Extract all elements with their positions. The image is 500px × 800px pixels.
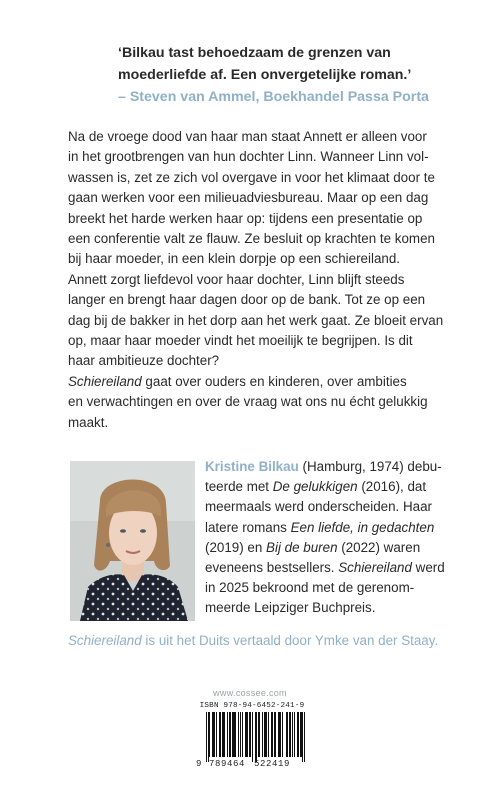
barcode-bar [297,712,298,757]
barcode-bar [290,712,291,757]
text-line: bij haar moeder, in een klein dorpje op een schiereiland. [68,251,401,267]
barcode-bar [222,712,223,757]
text-line: maakt. [68,414,109,430]
text-line: haar ambitieuze dochter? [68,353,220,369]
text-line: breekt het harde werken haar op: tijdens een presentatie op [68,210,423,226]
barcode-bar [209,712,210,757]
text-fragment: eveneens bestsellers. [205,560,339,576]
publisher-website: www.cossee.com [213,688,287,698]
barcode-bar [274,712,275,757]
book-title: Bij de buren [266,539,338,555]
barcode-bar [279,712,280,757]
barcode-bar [214,712,215,757]
text-fragment: is uit het Duits vertaald door Ymke van der Staay. [141,633,439,648]
barcode-bar [301,712,302,757]
barcode-bar [249,712,250,757]
barcode-bar [286,712,287,757]
review-quote [118,42,478,108]
text-fragment: (2022) waren [337,539,421,555]
isbn-label: ISBN 978-94-6452-241-9 [199,702,305,710]
isbn-digit-group: 522419 [254,759,291,769]
text-line: dag bij de bakker in het dorp aan het werk gaat. Ze bloeit ervan [68,312,444,328]
barcode-bar [223,712,224,757]
barcode-bar [235,712,236,757]
barcode-bar [240,712,241,757]
barcode-bar [255,712,256,762]
barcode-bar [219,712,220,757]
barcode-bar [246,712,247,757]
barcode-bar [238,712,239,757]
barcode-bar [265,712,266,757]
text-fragment: (2019) en [205,539,267,555]
text-fragment: (2016), dat [357,479,427,495]
quote-line: ‘Bilkau tast behoedzaam de grenzen van [118,45,391,61]
quote-attribution: – Steven van Ammel, Boekhandel Passa Porta [118,89,429,105]
author-photo [70,461,195,621]
barcode-bar [280,712,281,757]
text-fragment: gaat over ouders en kinderen, over ambities [141,373,407,389]
barcode-bar [233,712,234,757]
isbn-digit: 9 [196,759,203,769]
barcode-bar [264,712,265,757]
text-fragment: latere romans [205,519,291,535]
text-line: gaan werken voor een milieuadviesbureau. Maar op een dag [68,190,429,206]
book-title: Schiereiland [338,560,412,576]
barcode-bar [242,712,243,757]
text-line: in het grootbrengen van hun dochter Linn. Wanneer Linn vol- [68,149,429,165]
barcode-bar [229,712,230,757]
barcode-bar [300,712,301,757]
barcode-bar [250,712,251,757]
text-fragment: werd [411,560,445,576]
blurb-paragraph-1 [68,127,448,270]
text-fragment: (Hamburg, 1974) debu- [298,459,442,474]
book-title: Schiereiland [68,633,142,648]
barcode-bar [294,712,295,757]
text-fragment: teerde met [205,479,273,495]
barcode-bar [259,712,260,757]
text-line [205,518,450,538]
barcode-bar [252,712,253,762]
text-line: Na de vroege dood van haar man staat Annett er alleen voor [68,129,427,144]
barcode-bar [287,712,288,757]
barcode-bar [302,712,303,762]
book-title: De gelukkigen [272,479,358,495]
barcode-bar [245,712,246,757]
isbn-digit-group: 789464 [209,759,246,769]
text-line [205,477,450,497]
book-title: Een liefde, in gedachten [290,519,435,535]
barcode-bar [275,712,276,757]
barcode-bar [278,712,279,757]
text-line: meermaals werd onderscheiden. Haar [205,499,433,515]
text-line: langer en brengt haar dagen door op de bank. Tot ze op een [68,292,426,308]
barcode-bar [298,712,299,757]
barcode-bar [212,712,213,757]
barcode-bar [224,712,225,757]
barcode-bar [304,712,305,762]
blurb-paragraph-3 [68,372,448,433]
barcode-bar [216,712,217,757]
barcode-bar [230,712,231,757]
barcode-bar [289,712,290,757]
blurb-text [68,127,448,433]
text-line: meerde Leipziger Buchpreis. [205,600,376,616]
barcode-bar [234,712,235,757]
barcode-bar [247,712,248,757]
barcode-bar [227,712,228,757]
barcode-bar [258,712,259,757]
barcode-bar [266,712,267,757]
barcode-bar [271,712,272,757]
text-line: Annett zorgt liefdevol voor haar dochter, Linn blijft steeds [68,271,405,287]
barcode-bar [262,712,263,757]
text-line: een conferentie valt ze flauw. Ze besluit op krachten te komen [68,231,435,247]
barcode-block [196,700,308,772]
barcode-bar [206,712,207,762]
author-bio [205,457,450,619]
barcode-bar [256,712,257,762]
text-line: wassen is, zet ze zich vol overgave in voor het klimaat door te [68,169,435,185]
barcode-bar [292,712,293,757]
text-line: op, maar haar moeder vindt het moeilijk te begrijpen. Is dit [68,333,413,349]
text-line [68,372,448,392]
barcode-bar [282,712,283,757]
blurb-paragraph-2 [68,270,448,372]
translation-credit [68,631,468,651]
author-name: Kristine Bilkau [205,459,299,474]
barcode-bar [220,712,221,757]
text-line [205,558,450,578]
text-line: in 2025 bekroond met de gerenom- [205,580,415,596]
barcode-bar [232,712,233,757]
barcode-bar [208,712,209,762]
barcode-icon [198,712,306,764]
barcode-bar [213,712,214,757]
text-line [205,538,450,558]
quote-line: moederliefde af. Een onvergetelijke roman.’ [118,67,412,83]
text-line: en verwachtingen en over de vraag wat ons nu écht gelukkig [68,394,428,410]
text-line [205,457,450,477]
book-title: Schiereiland [68,373,142,389]
barcode-bar [268,712,269,757]
barcode-bar [272,712,273,757]
